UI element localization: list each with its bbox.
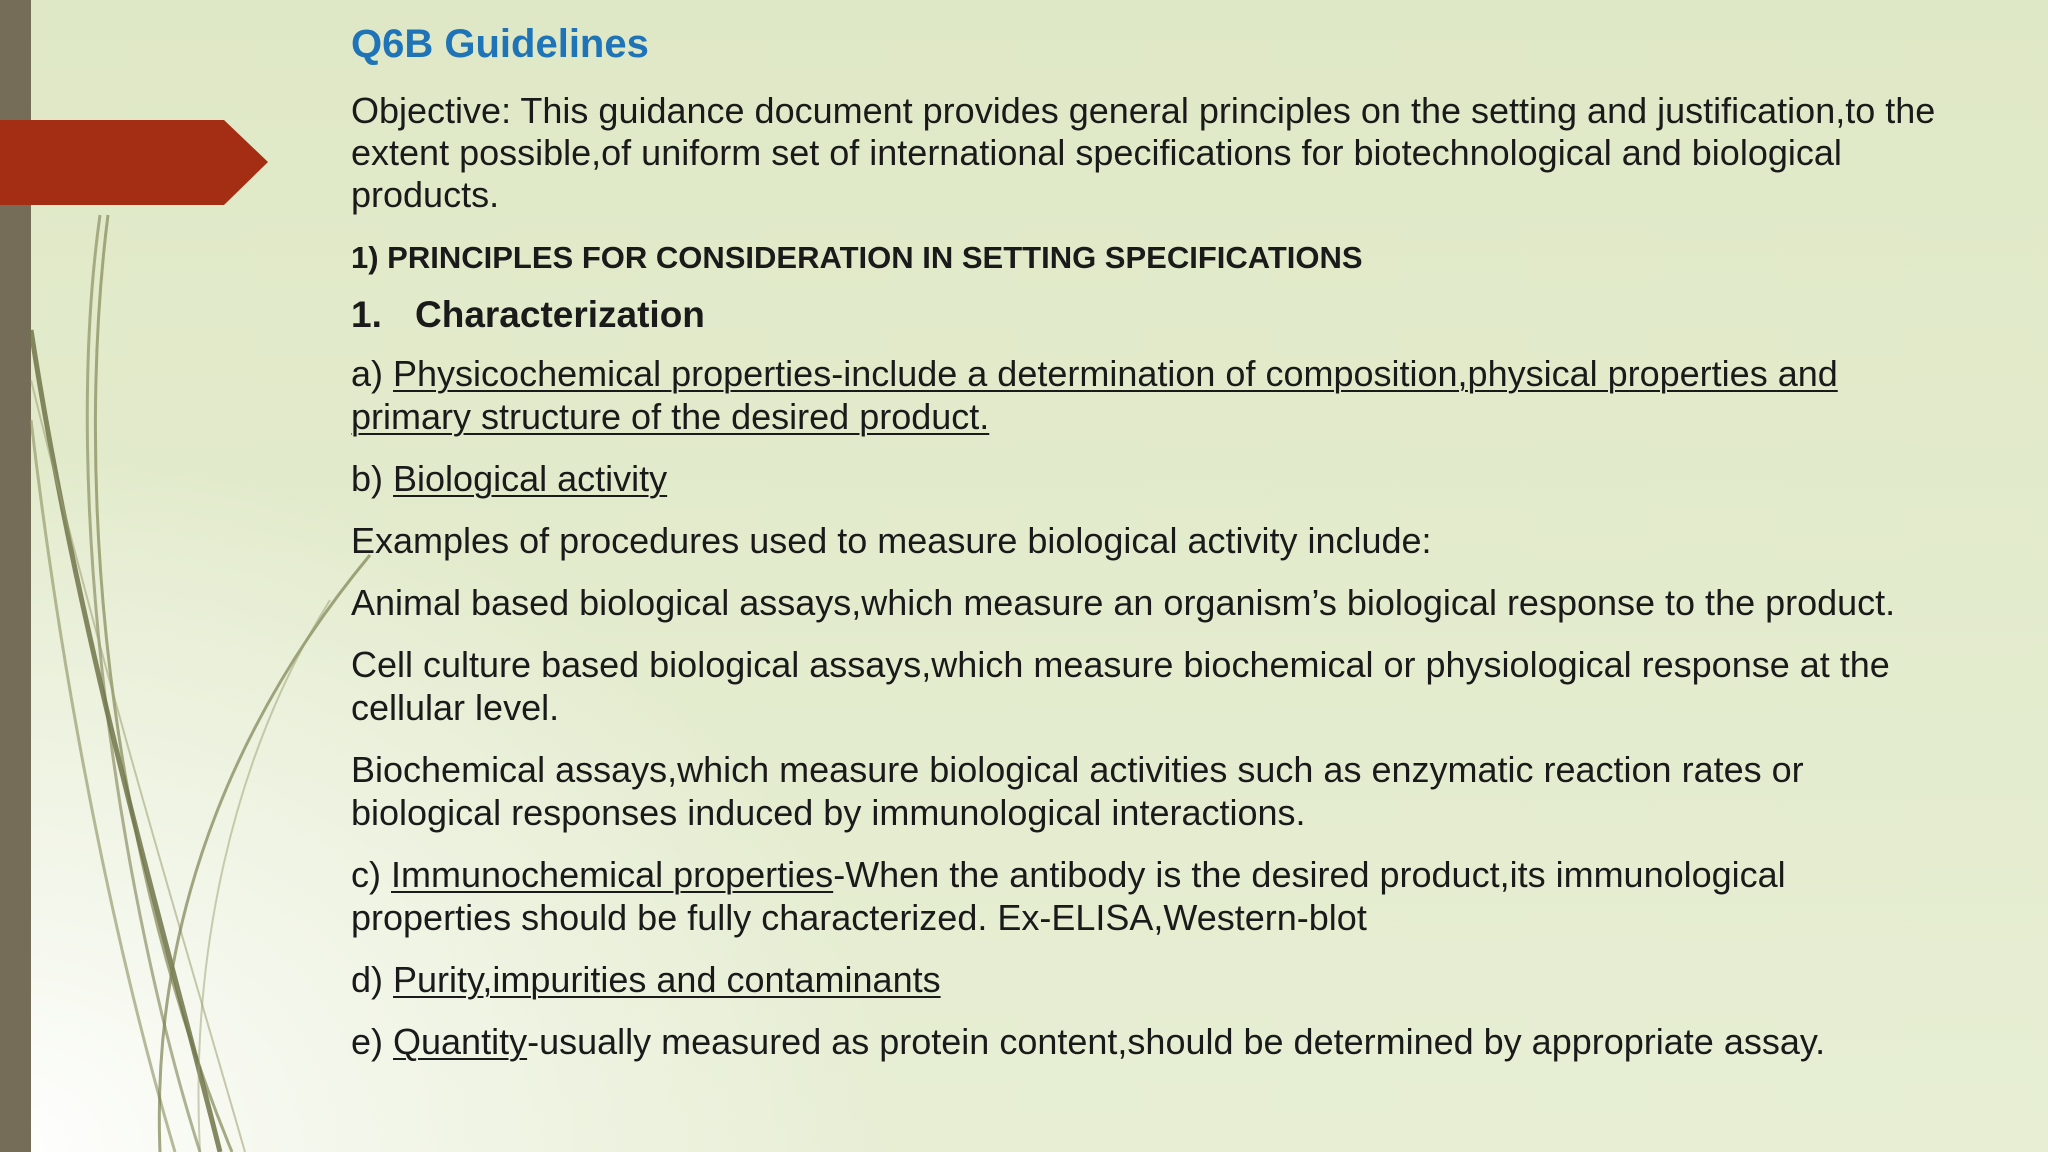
item-e <box>351 1020 1951 1063</box>
item-c-rest: -When the antibody is the desired product,its immunological properties should be fully characterized. Ex-ELISA,Western-blot <box>351 854 1786 938</box>
item-a <box>351 352 1951 438</box>
assay-animal: Animal based biological assays,which measure an organism’s biological response to the product. <box>351 582 1896 623</box>
item-d-prefix: d) <box>351 959 394 1000</box>
item-e-underlined: Quantity <box>393 1021 528 1062</box>
item-c-prefix: c) <box>351 854 391 895</box>
assay-cell-culture: Cell culture based biological assays,which measure biochemical or physiological response at the cellular level. <box>351 644 1890 728</box>
principles-heading: 1) PRINCIPLES FOR CONSIDERATION IN SETTING SPECIFICATIONS <box>351 240 1363 275</box>
item-e-rest: -usually measured as protein content,should be determined by appropriate assay. <box>527 1021 1826 1062</box>
characterization-number: 1. <box>351 294 382 335</box>
characterization-heading <box>351 292 1951 338</box>
item-c-underlined: Immunochemical properties <box>391 854 834 895</box>
characterization-label: Characterization <box>415 294 705 335</box>
item-a-underlined: Physicochemical properties-include a determination of composition,physical properties and primary structure of the desired product. <box>351 353 1838 437</box>
objective-text: Objective: This guidance document provides general principles on the setting and justification,to the extent possible,of uniform set of international specifications for biotechnological and biological products. <box>351 90 1936 215</box>
item-d <box>351 958 1951 1001</box>
item-c <box>351 853 1951 939</box>
item-b-underlined: Biological activity <box>393 458 668 499</box>
assay-biochemical: Biochemical assays,which measure biological activities such as enzymatic reaction rates or biological responses induced by immunological interactions. <box>351 749 1804 833</box>
slide-content <box>351 20 1951 1082</box>
examples-intro: Examples of procedures used to measure biological activity include: <box>351 520 1432 561</box>
item-d-underlined: Purity,impurities and contaminants <box>393 959 941 1000</box>
item-b-prefix: b) <box>351 458 394 499</box>
slide-title: Q6B Guidelines <box>351 22 649 66</box>
item-e-prefix: e) <box>351 1021 394 1062</box>
item-a-prefix: a) <box>351 353 394 394</box>
arrow-marker-icon <box>0 120 268 205</box>
item-b <box>351 457 1951 500</box>
